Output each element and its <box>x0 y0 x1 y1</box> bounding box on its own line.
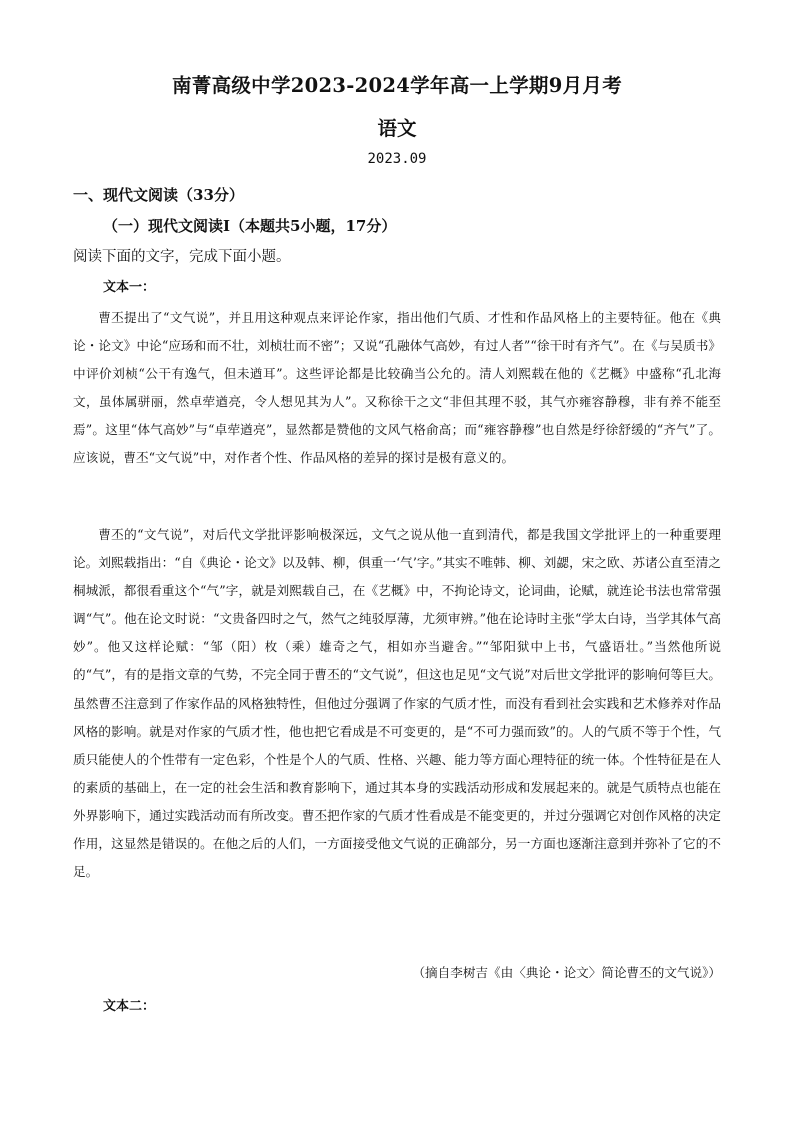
subject-title: 语文 <box>377 117 417 140</box>
text1-paragraph-1: 曹丕提出了“文气说”，并且用这种观点来评论作家，指出他们气质、才性和作品风格上的主要特征。他在《典论・论文》中论“应玚和而不壮，刘桢壮而不密”；又说“孔融体气高妙，有过人者”“徐干时有齐气”。在《与吴质书》中评价刘桢“公干有逸气，但未遒耳”。这些评论都是比较确当公允的。清人刘熙载在他的《艺概》中盛称“孔北海文，虽体属骈丽，然卓荦遒亮，令人想见其为人”。又称徐干之文“非但其理不驳，其气亦雍容静穆，非有养不能至焉”。这里“体气高妙”与“卓荦遒亮”，显然都是赞他的文风气格俞高；而“雍容静穆”也自然是纾徐舒缓的“齐气”了。应该说，曹丕“文气说”中，对作者个性、作品风格的差异的探讨是极有意义的。 <box>73 310 721 466</box>
exam-title: 南菁高级中学2023-2024学年高一上学期9月月考 <box>171 74 622 97</box>
text1-label: 文本一： <box>103 280 156 295</box>
instruction-text: 阅读下面的文字，完成下面小题。 <box>73 249 291 265</box>
text2-label: 文本二： <box>103 999 156 1014</box>
exam-date: 2023.09 <box>367 151 427 167</box>
citation: （摘自李树吉《由〈典论・论文〉简论曹丕的文气说》） <box>412 965 721 980</box>
section-heading: 一、现代文阅读（33分） <box>73 186 244 204</box>
text1-paragraph-2: 曹丕的“文气说”，对后代文学批评影响极深远，文气之说从他一直到清代，都是我国文学批评上的一种重要理论。刘熙载指出：“自《典论・论文》以及韩、柳，俱重一‘气’字。”其实不唯韩、柳、刘勰，宋之欧、苏诸公直至清之桐城派，都很看重这个“气”字，就是刘熙载自己，在《艺概》中，不拘论诗文，论词曲，论赋，就连论书法也常常强调“气”。他在论文时说：“文贵备四时之气，然气之纯驳厚薄，尤须审辨。”他在论诗时主张“学太白诗，当学其体气高妙”。他又这样论赋：“邹（阳）枚（乘）雄奇之气，相如亦当避舍。”“邹阳狱中上书，气盛语壮。”当然他所说的“气”，有的是指文章的气势，不完全同于曹丕的“文气说”，但这也足见“文气说”对后世文学批评的影响何等巨大。虽然曹丕注意到了作家作品的风格独特性，但他过分强调了作家的气质才性，而没有看到社会实践和艺术修养对作品风格的影响。就是对作家的气质才性，他也把它看成是不可变更的，是“不可力强而致”的。人的气质不等于个性，气质只能使人的个性带有一定色彩，个性是个人的气质、性格、兴趣、能力等方面心理特征的统一体。个性特征是在人的素质的基础上，在一定的社会生活和教育影响下，通过其本身的实践活动形成和发展起来的。就是气质特点也能在外界影响下，通过实践活动而有所改变。曹丕把作家的气质才性看成是不能变更的，并过分强调它对创作风格的决定作用，这显然是错误的。在他之后的人们，一方面接受他文气说的正确部分，另一方面也逐渐注意到并弥补了它的不足。 <box>73 527 721 880</box>
subsection-heading: （一）现代文阅读Ⅰ（本题共5小题，17分） <box>103 217 397 235</box>
